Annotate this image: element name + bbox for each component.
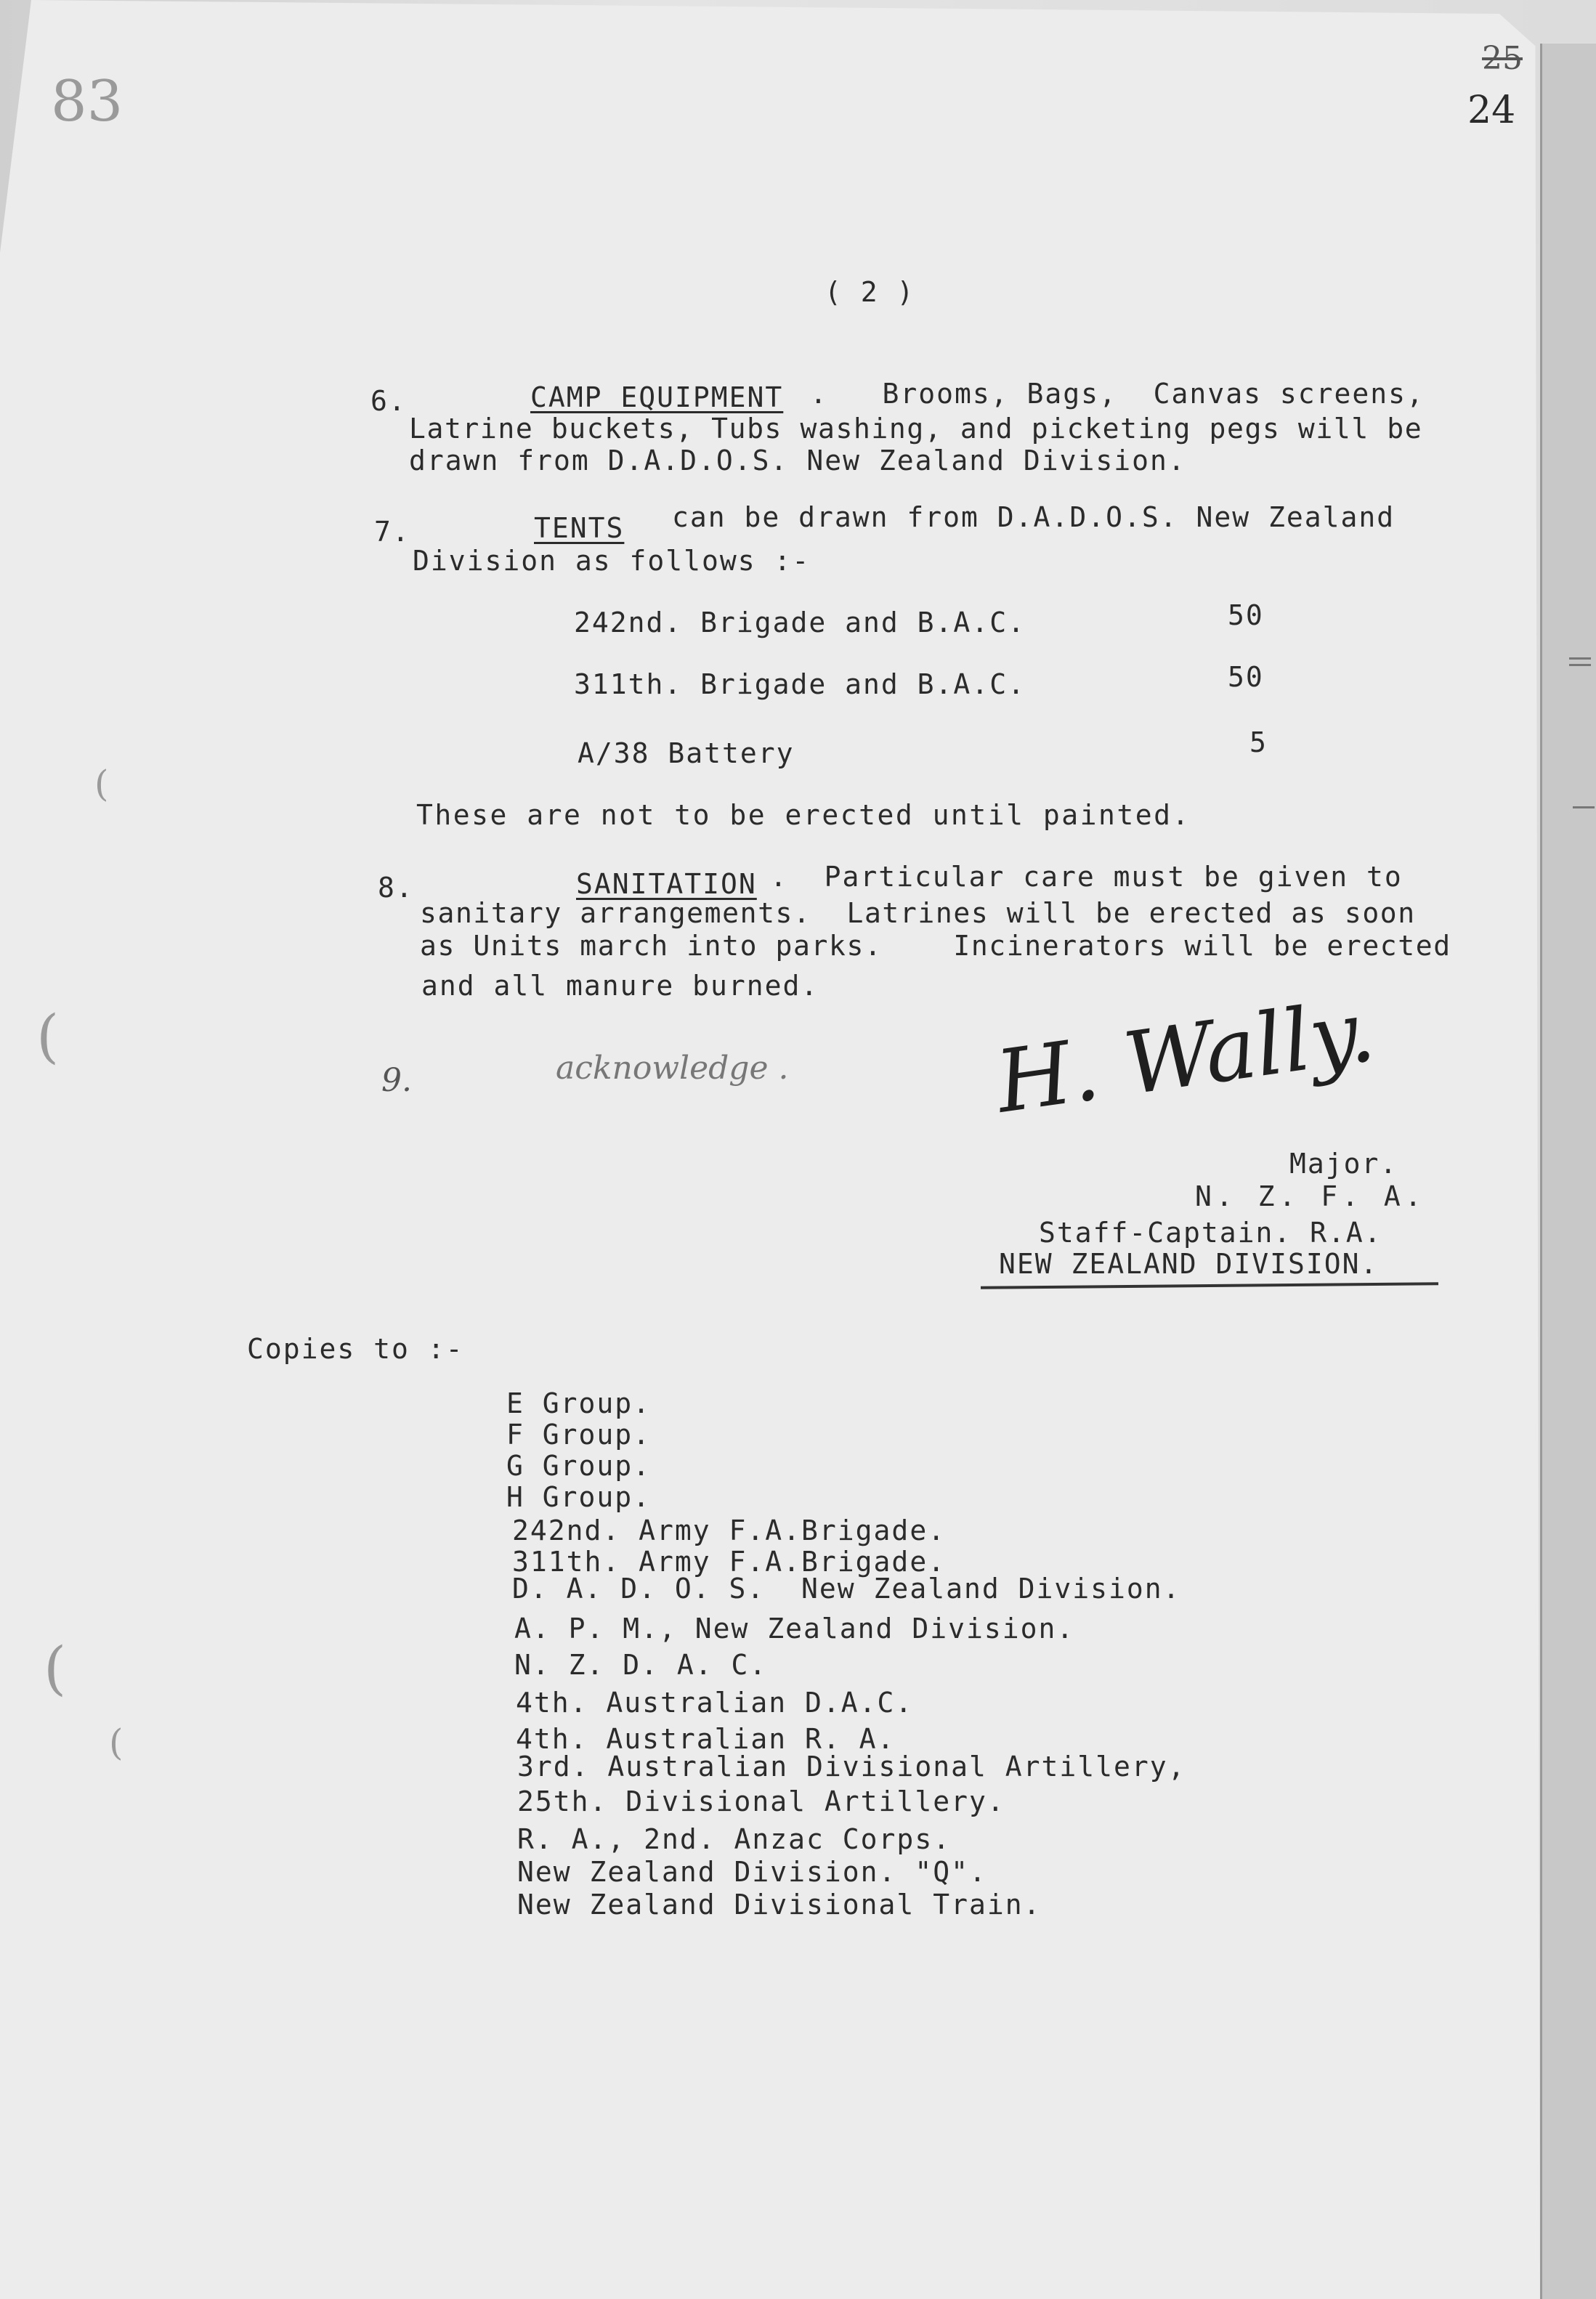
- section-heading: SANITATION: [576, 868, 757, 900]
- recipient: F Group.: [506, 1419, 652, 1451]
- paragraph-line: Latrine buckets, Tubs washing, and picketing pegs will be: [409, 413, 1423, 445]
- recipient: 3rd. Australian Divisional Artillery,: [517, 1751, 1186, 1783]
- paragraph-line: as Units march into parks. Incinerators will be erected: [420, 930, 1451, 962]
- handwritten-signature: H. Wally.: [989, 980, 1381, 1132]
- section-number: 8.: [378, 872, 414, 904]
- folio-crossed-out: 25: [1482, 40, 1523, 77]
- recipient: E Group.: [506, 1387, 652, 1419]
- signatory-appointment: Staff-Captain. R.A.: [1039, 1217, 1382, 1249]
- recipient: A. P. M., New Zealand Division.: [514, 1613, 1075, 1645]
- tent-allocation-qty: 50: [1228, 661, 1264, 693]
- underlying-page: [1540, 44, 1596, 2299]
- section-heading: CAMP EQUIPMENT: [530, 381, 784, 413]
- recipient: R. A., 2nd. Anzac Corps.: [517, 1823, 952, 1855]
- copies-to-label: Copies to :-: [247, 1333, 464, 1365]
- corner-pencil-mark: 83: [51, 69, 123, 134]
- paragraph-line: and all manure burned.: [421, 970, 819, 1002]
- signatory-formation: NEW ZEALAND DIVISION.: [999, 1248, 1379, 1280]
- section-number: 7.: [374, 516, 410, 548]
- tent-allocation-unit: 311th. Brigade and B.A.C.: [574, 668, 1026, 700]
- margin-bracket-mark: (: [36, 1002, 60, 1070]
- recipient: N. Z. D. A. C.: [514, 1649, 768, 1681]
- page-number: ( 2 ): [825, 276, 915, 308]
- margin-bracket-mark: (: [44, 1634, 67, 1702]
- recipient: 4th. Australian R. A.: [516, 1723, 896, 1755]
- signatory-rank: Major.: [1289, 1148, 1398, 1180]
- recipient: H Group.: [506, 1481, 652, 1513]
- section-heading: TENTS: [534, 512, 625, 544]
- edge-mark: [1569, 657, 1591, 660]
- edge-mark: [1569, 664, 1591, 666]
- paragraph-line: . Brooms, Bags, Canvas screens,: [810, 378, 1425, 410]
- paragraph-line: drawn from D.A.D.O.S. New Zealand Division.: [409, 445, 1186, 477]
- recipient: New Zealand Divisional Train.: [517, 1889, 1042, 1921]
- handwritten-number: 9.: [381, 1062, 412, 1099]
- recipient: 242nd. Army F.A.Brigade.: [512, 1515, 947, 1546]
- edge-mark: [1573, 806, 1595, 808]
- margin-bracket-mark: (: [94, 763, 109, 805]
- recipient: G Group.: [506, 1450, 652, 1482]
- tent-allocation-qty: 5: [1249, 726, 1268, 758]
- recipient: D. A. D. O. S. New Zealand Division.: [512, 1573, 1181, 1605]
- paragraph-line: can be drawn from D.A.D.O.S. New Zealand: [672, 501, 1396, 533]
- handwritten-note: acknowledge .: [556, 1050, 789, 1087]
- recipient: 25th. Divisional Artillery.: [517, 1785, 1005, 1817]
- tent-allocation-unit: A/38 Battery: [578, 737, 795, 769]
- paragraph-line: Division as follows :-: [413, 545, 811, 577]
- signatory-corps: N. Z. F. A.: [1195, 1180, 1426, 1212]
- tent-allocation-qty: 50: [1228, 599, 1264, 631]
- folio-number: 24: [1467, 89, 1516, 132]
- section-number: 6.: [370, 385, 407, 417]
- paragraph-line: . Particular care must be given to: [770, 861, 1403, 893]
- margin-bracket-mark: (: [109, 1722, 123, 1764]
- paragraph-line: sanitary arrangements. Latrines will be erected as soon: [420, 897, 1416, 929]
- recipient: 4th. Australian D.A.C.: [516, 1687, 914, 1719]
- tent-allocation-unit: 242nd. Brigade and B.A.C.: [574, 607, 1026, 638]
- recipient: New Zealand Division. "Q".: [517, 1856, 987, 1888]
- paragraph-line: These are not to be erected until painted.: [416, 799, 1191, 831]
- recipient: 311th. Army F.A.Brigade.: [512, 1546, 947, 1578]
